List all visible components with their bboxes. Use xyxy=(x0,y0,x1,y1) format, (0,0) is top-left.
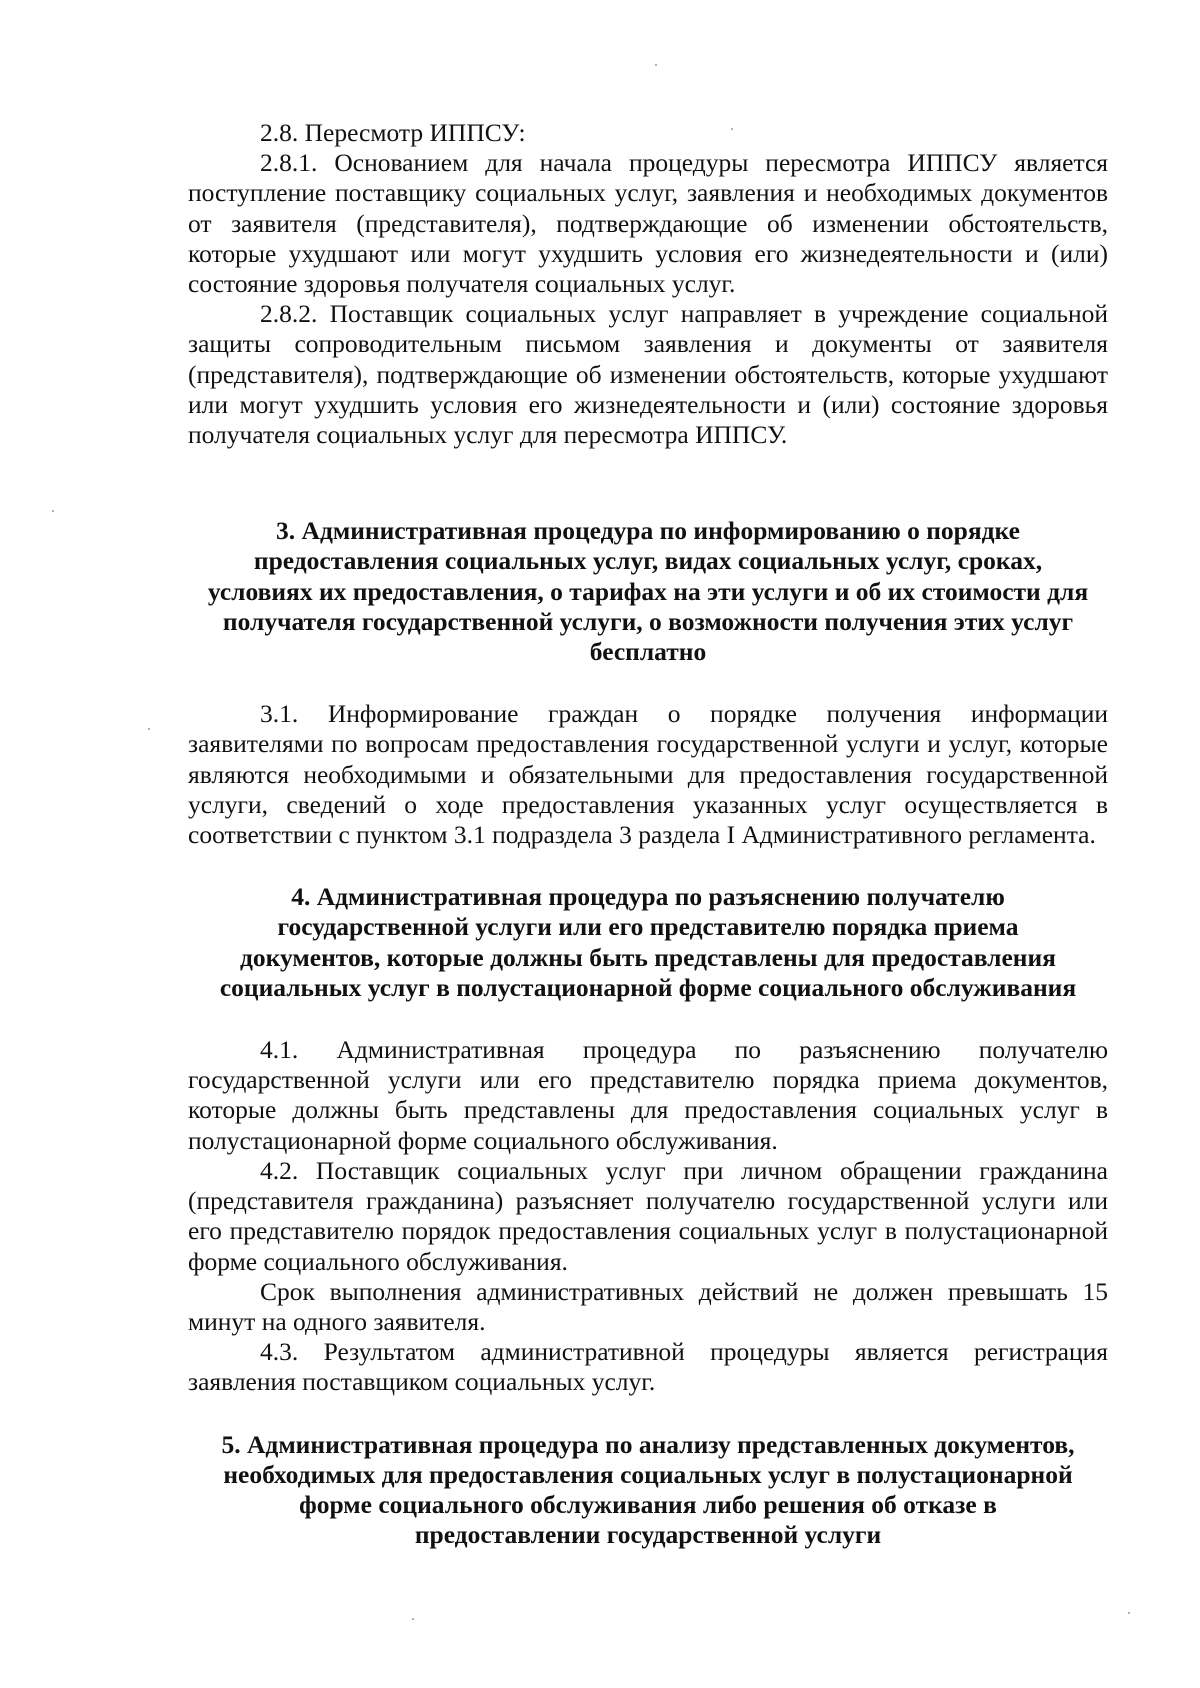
heading-line: 5. Административная процедура по анализу представленных документов, xyxy=(221,1429,1075,1459)
heading-line: необходимых для предоставления социальных услуг в полустационарной xyxy=(223,1459,1073,1489)
heading-line: форме социального обслуживания либо решения об отказе в xyxy=(299,1489,997,1519)
paragraph-4-1: 4.1. Административная процедура по разъяснению получателю государственной услуги или его представителю порядка приема документов, которые должны быть представлены для предоставления социальных услуг в полустационарной форме социального обслуживания. xyxy=(188,1035,1108,1155)
heading-line: условиях их предоставления, о тарифах на эти услуги и об их стоимости для xyxy=(207,576,1089,606)
heading-line: предоставлении государственной услуги xyxy=(414,1520,882,1550)
section-2-8-title: 2.8. Пересмотр ИППСУ: xyxy=(260,118,526,147)
heading-line: социальных услуг в полустационарной форме социального обслуживания xyxy=(219,972,1077,1002)
scan-speck xyxy=(148,728,150,730)
heading-line: 4. Административная процедура по разъяснению получателю xyxy=(291,882,1005,912)
heading-line: бесплатно xyxy=(589,637,707,667)
paragraph-2-8-1: 2.8.1. Основанием для начала процедуры пересмотра ИППСУ является поступление поставщику социальных услуг, заявления и необходимых документов от заявителя (представителя), подтверждающие об изменении обстоятельств, которые ухудшают или могут ухудшить условия его жизнедеятельности и (или) состояние здоровья получателя социальных услуг. xyxy=(188,148,1108,299)
scan-speck xyxy=(1128,1612,1130,1614)
paragraph-3-1: 3.1. Информирование граждан о порядке получения информации заявителями по вопросам предоставления государственной услуги и услуг, которые являются необходимыми и обязательными для предоставления государственной услуги, сведений о ходе предоставления указанных услуг осуществляется в соответствии с пунктом 3.1 подраздела 3 раздела I Административного регламента. xyxy=(188,699,1108,850)
paragraph-2-8-2: 2.8.2. Поставщик социальных услуг направляет в учреждение социальной защиты сопроводительным письмом заявления и документы от заявителя (представителя), подтверждающие об изменении обстоятельств, которые ухудшают или могут ухудшить условия его жизнедеятельности и (или) состояние здоровья получателя социальных услуг для пересмотра ИППСУ. xyxy=(188,299,1108,450)
scan-speck xyxy=(52,510,54,512)
heading-line: государственной услуги или его представителю порядка приема xyxy=(277,912,1019,942)
paragraph-4-3: 4.3. Результатом административной процедуры является регистрация заявления поставщиком социальных услуг. xyxy=(188,1337,1108,1397)
scan-speck xyxy=(731,128,733,130)
heading-line: предоставления социальных услуг, видах социальных услуг, сроках, xyxy=(253,546,1043,576)
paragraph-4-2: 4.2. Поставщик социальных услуг при личном обращении гражданина (представителя гражданина) разъясняет получателю государственной услуги или его представителю порядок предоставления социальных услуг в полустационарной форме социального обслуживания. xyxy=(188,1155,1108,1276)
document-page xyxy=(188,118,1108,1550)
paragraph-4-2-term: Срок выполнения административных действий не должен превышать 15 минут на одного заявителя. xyxy=(188,1276,1108,1336)
heading-line: документов, которые должны быть представлены для предоставления xyxy=(240,942,1056,972)
section-5-heading xyxy=(188,1430,1108,1551)
scan-speck xyxy=(412,1618,414,1620)
section-4-heading xyxy=(188,882,1108,1003)
section-3-heading xyxy=(188,516,1108,667)
heading-line: 3. Административная процедура по информированию о порядке xyxy=(276,516,1020,546)
heading-line: получателя государственной услуги, о возможности получения этих услуг xyxy=(222,606,1074,636)
scan-speck xyxy=(655,64,657,66)
